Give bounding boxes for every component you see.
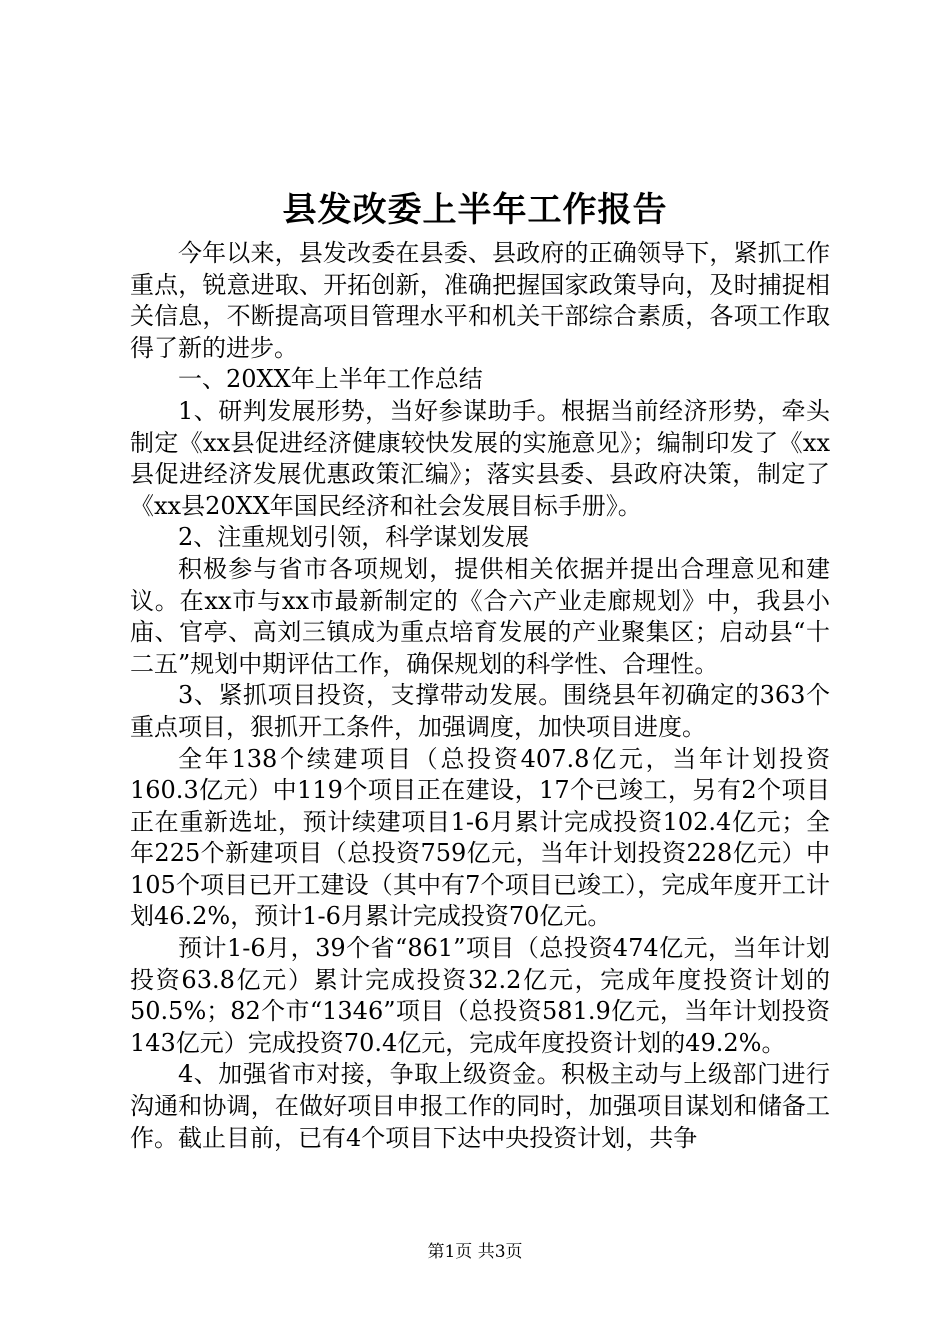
- section-heading-summary: 一、20XX年上半年工作总结: [178, 365, 483, 394]
- paragraph-province-projects: 预计1-6月，39个省“861”项目（总投资474亿元，当年计划投资63.8亿元）累计完成投资32.2亿元，完成年度投资计划的50.5%；82个市“1346”项目（总投资581.9亿元，当年计划投资143亿元）完成投资70.4亿元，完成年度投资计划的49.2%。: [130, 934, 830, 1057]
- document-title: 县发改委上半年工作报告: [282, 190, 668, 230]
- document-body: [130, 238, 830, 1154]
- page-number-footer: 第1页 共3页: [427, 1242, 523, 1262]
- paragraph-item-1: 1、研判发展形势，当好参谋助手。根据当前经济形势，牵头制定《xx县促进经济健康较快发展的实施意见》；编制印发了《xx县促进经济发展优惠政策汇编》；落实县委、县政府决策，制定了《xx县20XX年国民经济和社会发展目标手册》。: [130, 396, 830, 520]
- paragraph-projects: 全年138个续建项目（总投资407.8亿元，当年计划投资160.3亿元）中119个项目正在建设，17个已竣工，另有2个项目正在重新选址，预计续建项目1-6月累计完成投资102.4亿元；全年225个新建项目（总投资759亿元，当年计划投资228亿元）中105个项目已开工建设（其中有7个项目已竣工），完成年度开工计划46.2%，预计1-6月累计完成投资70亿元。: [130, 744, 830, 931]
- paragraph-intro: 今年以来，县发改委在县委、县政府的正确领导下，紧抓工作重点，锐意进取、开拓创新，准确把握国家政策导向，及时捕捉相关信息，不断提高项目管理水平和机关干部综合素质，各项工作取得了新的进步。: [130, 239, 830, 362]
- paragraph-item-3: 3、紧抓项目投资，支撑带动发展。围绕县年初确定的363个重点项目，狠抓开工条件，加强调度，加快项目进度。: [130, 681, 830, 741]
- paragraph-planning: 积极参与省市各项规划，提供相关依据并提出合理意见和建议。在xx市与xx市最新制定的《合六产业走廊规划》中，我县小庙、官亭、高刘三镇成为重点培育发展的产业聚集区；启动县“十二五”规划中期评估工作，确保规划的科学性、合理性。: [130, 554, 830, 678]
- paragraph-item-4: 4、加强省市对接，争取上级资金。积极主动与上级部门进行沟通和协调，在做好项目申报工作的同时，加强项目谋划和储备工作。截止目前，已有4个项目下达中央投资计划，共争: [130, 1060, 830, 1152]
- paragraph-item-2-heading: 2、注重规划引领，科学谋划发展: [178, 523, 530, 552]
